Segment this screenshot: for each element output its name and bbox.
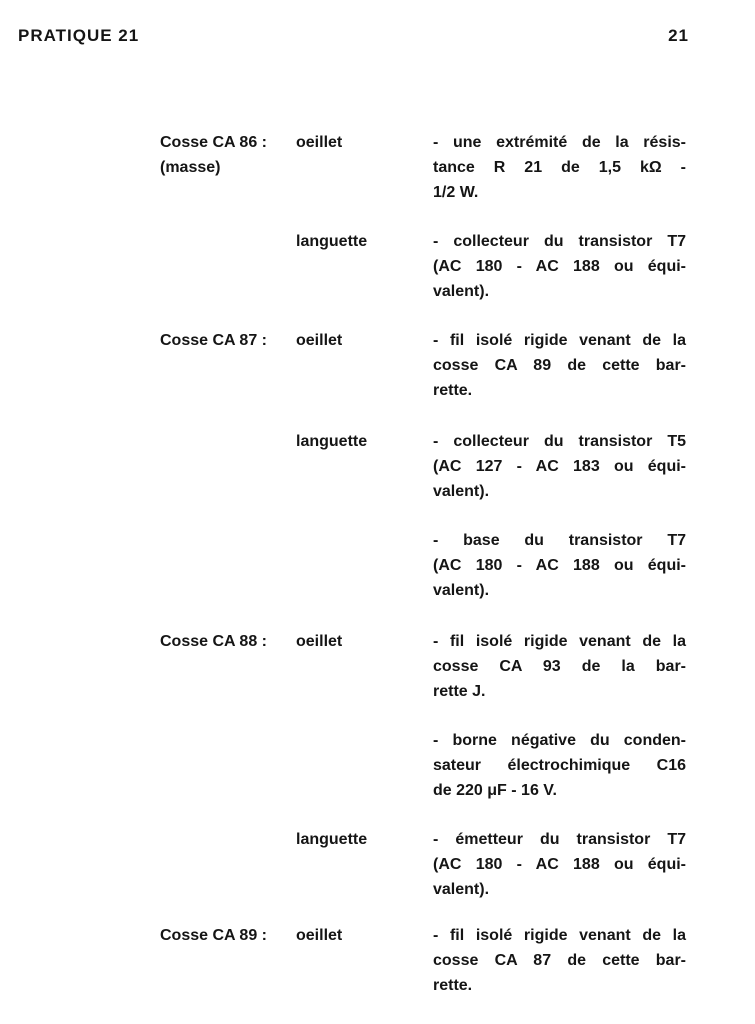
terminal-part: languette: [296, 233, 368, 250]
terminal-part: oeillet: [296, 134, 343, 151]
connection-text: sateur électrochimique C16: [433, 757, 686, 774]
connection-text: - fil isolé rigide venant de la: [433, 633, 686, 650]
connection-text: rette.: [433, 382, 473, 399]
connection-text: - collecteur du transistor T5: [433, 433, 686, 450]
connection-text: (AC 180 - AC 188 ou équi-: [433, 856, 686, 873]
connection-text: rette.: [433, 977, 473, 994]
terminal-part: oeillet: [296, 332, 343, 349]
connection-text: (AC 180 - AC 188 ou équi-: [433, 557, 686, 574]
connection-text: rette J.: [433, 683, 486, 700]
connection-text: (AC 127 - AC 183 ou équi-: [433, 458, 686, 475]
terminal-part: oeillet: [296, 633, 343, 650]
terminal-label: Cosse CA 86 :: [160, 134, 267, 151]
terminal-part: languette: [296, 831, 368, 848]
connection-text: valent).: [433, 582, 490, 599]
terminal-label: Cosse CA 88 :: [160, 633, 267, 650]
page-number: 21: [668, 26, 689, 45]
connection-text: de 220 μF - 16 V.: [433, 782, 557, 799]
connection-text: - une extrémité de la résis-: [433, 134, 686, 151]
terminal-label: Cosse CA 87 :: [160, 332, 267, 349]
connection-text: - base du transistor T7: [433, 532, 686, 549]
connection-text: - collecteur du transistor T7: [433, 233, 686, 250]
terminal-label: Cosse CA 89 :: [160, 927, 267, 944]
terminal-label: (masse): [160, 159, 221, 176]
connection-text: - borne négative du conden-: [433, 732, 686, 749]
running-header: PRATIQUE 21: [18, 26, 140, 45]
connection-text: - émetteur du transistor T7: [433, 831, 686, 848]
connection-text: valent).: [433, 483, 490, 500]
connection-text: (AC 180 - AC 188 ou équi-: [433, 258, 686, 275]
connection-text: cosse CA 93 de la bar-: [433, 658, 686, 675]
connection-text: cosse CA 87 de cette bar-: [433, 952, 686, 969]
connection-text: tance R 21 de 1,5 kΩ -: [433, 159, 686, 176]
connection-text: 1/2 W.: [433, 184, 479, 201]
connection-text: valent).: [433, 881, 490, 898]
connection-text: valent).: [433, 283, 490, 300]
terminal-part: oeillet: [296, 927, 343, 944]
connection-text: - fil isolé rigide venant de la: [433, 332, 686, 349]
connection-text: cosse CA 89 de cette bar-: [433, 357, 686, 374]
connection-text: - fil isolé rigide venant de la: [433, 927, 686, 944]
terminal-part: languette: [296, 433, 368, 450]
